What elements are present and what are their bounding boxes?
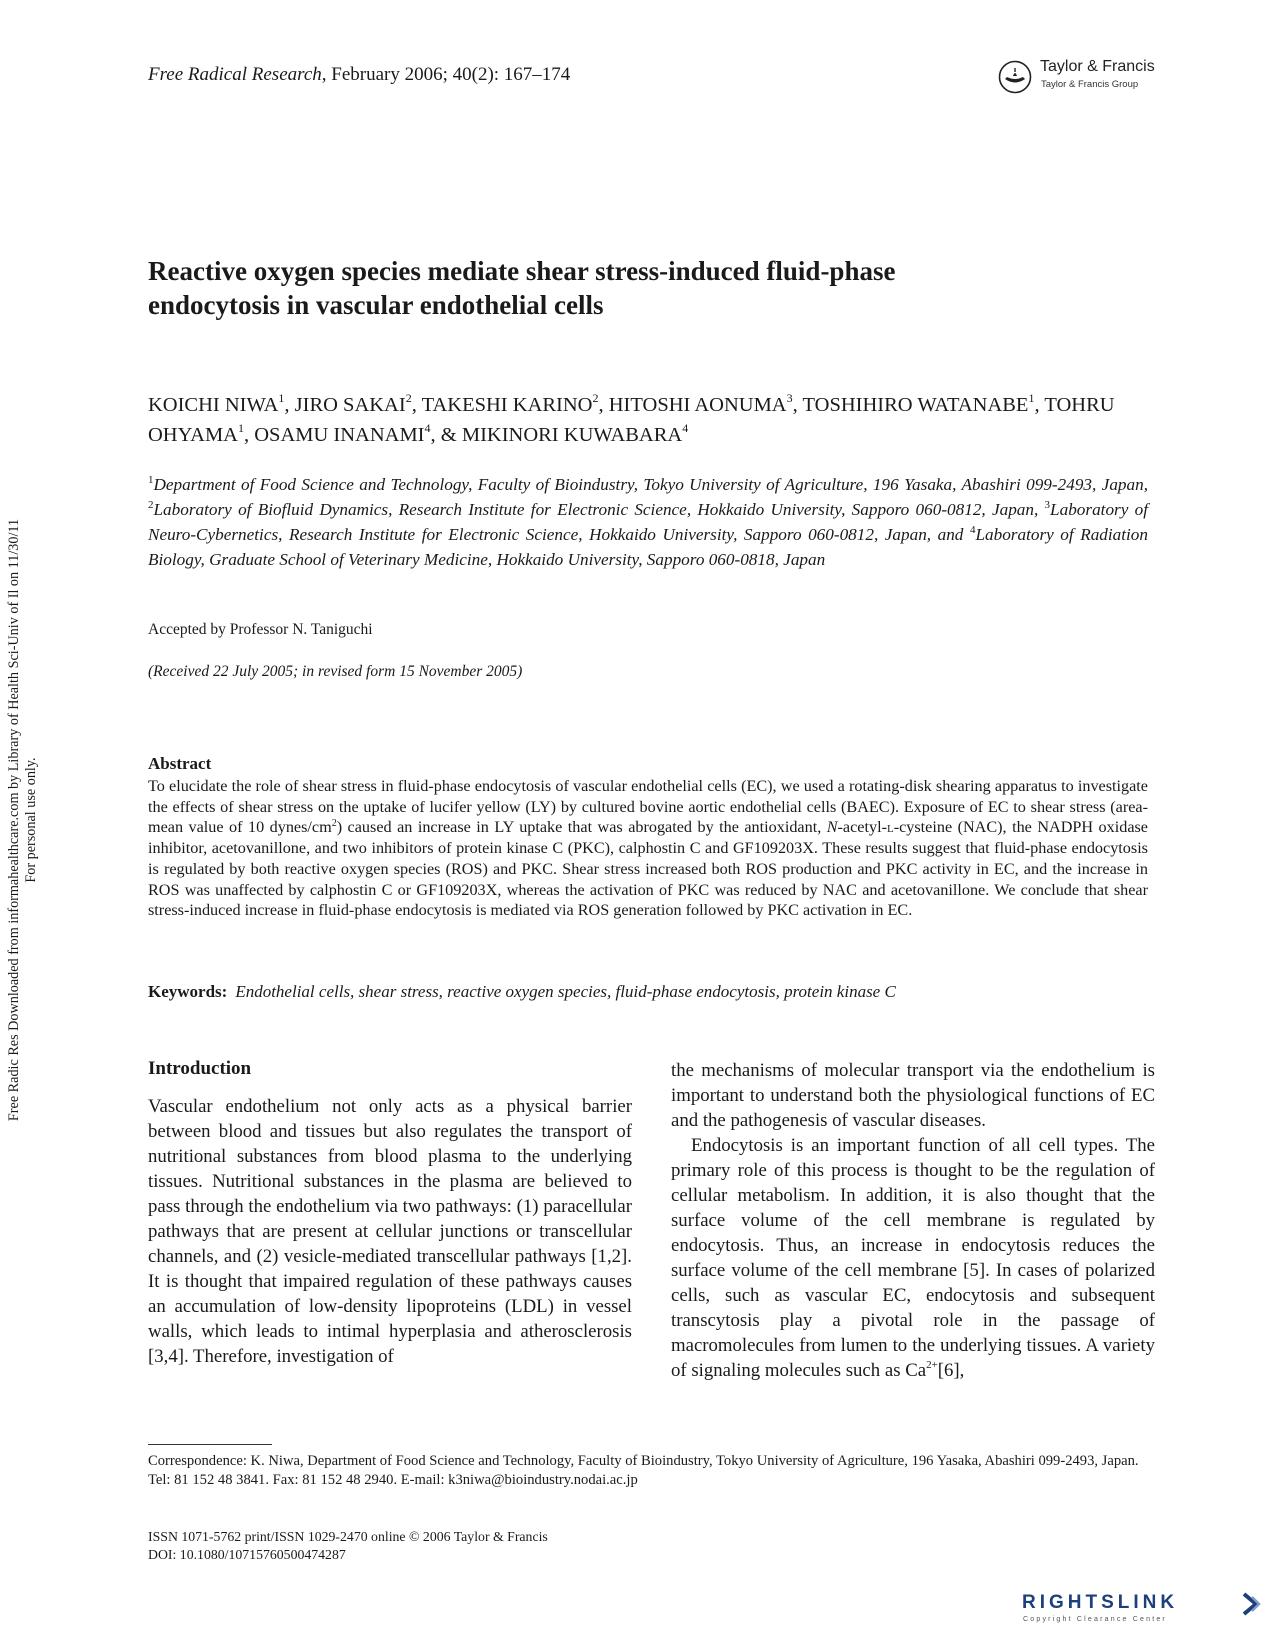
intro-paragraph: the mechanisms of molecular transport via the endothelium is important to understand both the physiological functions of EC and the pathogenesis of vascular diseases. bbox=[671, 1060, 1155, 1131]
author-name: HITOSHI AONUMA bbox=[608, 394, 787, 416]
author-name: JIRO SAKAI bbox=[294, 394, 406, 416]
author-affiliation-mark: 3 bbox=[786, 391, 793, 405]
journal-citation bbox=[148, 64, 570, 86]
author-affiliation-mark: 1 bbox=[1028, 391, 1035, 405]
doi-line: DOI: 10.1080/10715760500474287 bbox=[148, 1547, 346, 1562]
affiliation-text: Laboratory of Radiation Biology, Graduate School of Veterinary Medicine, Hokkaido University, Sapporo 060-0818, Japan bbox=[148, 525, 1148, 569]
author-separator: , bbox=[598, 394, 609, 416]
author-name: KOICHI NIWA bbox=[148, 394, 279, 416]
intro-paragraph: Endocytosis is an important function of all cell types. The primary role of this process is thought to be the regulation of cellular metabolism. In addition, it is also thought that the surface volume of the cell membrane is regulated by endocytosis. Thus, an increase in endocytosis reduces the surface volume of the cell membrane [5]. In cases of polarized cells, such as vascular EC, endocytosis and subsequent transcytosis play a pivotal role in the passage of macromolecules from lumen to the underlying tissues. A variety of signaling molecules such as $Ca^{2+}[6]$, bbox=[671, 1135, 1155, 1381]
author-affiliation-mark: 1 bbox=[237, 421, 244, 435]
rightslink-subtitle: Copyright Clearance Center bbox=[1023, 1616, 1167, 1623]
journal-name: Free Radical Research bbox=[148, 64, 322, 85]
author-name: OSAMU INANAMI bbox=[254, 424, 425, 446]
affiliations bbox=[148, 472, 1148, 572]
author-affiliation-mark: 2 bbox=[592, 391, 599, 405]
accepted-by: Accepted by Professor N. Taniguchi bbox=[148, 621, 373, 638]
intro-paragraph: Vascular endothelium not only acts as a physical barrier between blood and tissues but also regulates the transport of nutritional substances from blood plasma to the underlying tissues. Nutritional substances in the plasma are believed to pass through the endothelium via two pathways: (1) paracellular pathways that are present at cellular junctions or transcellular channels, and (2) vesicle-mediated transcellular pathways [1,2]. It is thought that impaired regulation of these pathways causes an accumulation of low-density lipoproteins (LDL) in vessel walls, which leads to intimal hyperplasia and atherosclerosis [3,4]. Therefore, investigation of bbox=[148, 1096, 632, 1367]
author-name: TOSHIHIRO WATANABE bbox=[802, 394, 1029, 416]
footnote-divider bbox=[148, 1444, 272, 1445]
journal-issue: , February 2006; 40(2): 167–174 bbox=[321, 64, 571, 85]
download-watermark: Free Radic Res Downloaded from informahealthcare.com by Library of Health Sci-Univ of Il on 11/30/11 For personal use only. bbox=[6, 518, 39, 1122]
correspondence-footnote: Correspondence: K. Niwa, Department of Food Science and Technology, Faculty of Bioindustry, Tokyo University of Agriculture, 196 Yasaka, Abashiri 099-2493, Japan. Tel: 81 152 48 3841. Fax: 81 152 48 2940. E-mail: k3niwa@bioindustry.nodai.ac.jp bbox=[148, 1453, 1139, 1488]
rightslink-logo[interactable] bbox=[1022, 1592, 1262, 1632]
affiliation-text: Laboratory of Neuro-Cybernetics, Research Institute for Electronic Science, Hokkaido University, Sapporo 060-0812, Japan, and bbox=[148, 500, 1148, 544]
rightslink-text: RIGHTSLINK bbox=[1022, 1592, 1179, 1613]
author-separator: , & bbox=[430, 424, 462, 446]
issn-line: ISSN 1071-5762 print/ISSN 1029-2470 online © 2006 Taylor & Francis bbox=[148, 1529, 548, 1544]
intro-right-column bbox=[671, 1058, 1155, 1383]
author-separator: , bbox=[1034, 394, 1045, 416]
author-name: TAKESHI KARINO bbox=[421, 394, 593, 416]
author-affiliation-mark: 4 bbox=[682, 421, 689, 435]
author-separator: , bbox=[284, 394, 295, 416]
publisher-logo bbox=[998, 58, 1168, 98]
abstract-body: To elucidate the role of shear stress in fluid-phase endocytosis of vascular endothelial cells (EC), we used a rotating-disk shearing apparatus to investigate the effects of shear stress on the uptake of lucifer yellow (LY) by cultured bovine aortic endothelial cells (BAEC). Exposure of EC to shear stress (area-mean value of 10 dynes/$cm^2$) caused an increase in LY uptake that was abrogated by the antioxidant, N-acetyl-l-cysteine (NAC), the NADPH oxidase inhibitor, acetovanillone, and two inhibitors of protein kinase C (PKC), calphostin C and GF109203X. These results suggest that fluid-phase endocytosis is regulated by both reactive oxygen species (ROS) and PKC. Shear stress increased both ROS production and PKC activity in EC, and the increase in ROS was unaffected by calphostin C or GF109203X, whereas the activation of PKC was reduced by NAC and acetovanillone. We conclude that shear stress-induced increase in fluid-phase endocytosis is mediated via ROS generation followed by PKC activation in EC. bbox=[148, 777, 1148, 920]
author-affiliation-mark: 2 bbox=[405, 391, 412, 405]
affiliation-mark: 4 bbox=[969, 524, 976, 536]
abstract-heading: Abstract bbox=[148, 754, 212, 773]
intro-left-column bbox=[148, 1094, 632, 1369]
keywords bbox=[148, 982, 1148, 1002]
author-list bbox=[148, 390, 1128, 450]
taylor-francis-lamp-icon bbox=[998, 60, 1032, 94]
affiliation-text: Department of Food Science and Technology, Faculty of Bioindustry, Tokyo University of Agriculture, 196 Yasaka, Abashiri 099-2493, Japan, bbox=[153, 475, 1148, 494]
author-affiliation-mark: 1 bbox=[278, 391, 285, 405]
keywords-text: Endothelial cells, shear stress, reactive oxygen species, fluid-phase endocytosis, protein kinase C bbox=[235, 982, 896, 1001]
affiliation-mark: 3 bbox=[1044, 499, 1051, 511]
author-separator: , bbox=[792, 394, 803, 416]
affiliation-text: Laboratory of Biofluid Dynamics, Research Institute for Electronic Science, Hokkaido University, Sapporo 060-0812, Japan, bbox=[153, 500, 1045, 519]
issn-doi bbox=[148, 1528, 548, 1564]
affiliation-mark: 1 bbox=[148, 474, 154, 486]
received-dates: (Received 22 July 2005; in revised form 15 November 2005) bbox=[148, 663, 523, 680]
author-name: MIKINORI KUWABARA bbox=[461, 424, 683, 446]
author-affiliation-mark: 4 bbox=[424, 421, 431, 435]
publisher-group: Taylor & Francis Group bbox=[1041, 79, 1139, 90]
author-separator: , bbox=[411, 394, 422, 416]
author-name: TOHRU OHYAMA bbox=[148, 394, 1115, 446]
section-heading-introduction: Introduction bbox=[148, 1058, 252, 1079]
publisher-name: Taylor & Francis bbox=[1040, 58, 1155, 75]
affiliation-mark: 2 bbox=[148, 499, 154, 511]
author-separator: , bbox=[243, 424, 255, 446]
article-title: Reactive oxygen species mediate shear stress-induced fluid-phase endocytosis in vascular endothelial cells bbox=[148, 256, 896, 320]
keywords-label: Keywords: bbox=[148, 982, 228, 1001]
rightslink-chevron-icon bbox=[1240, 1592, 1262, 1616]
